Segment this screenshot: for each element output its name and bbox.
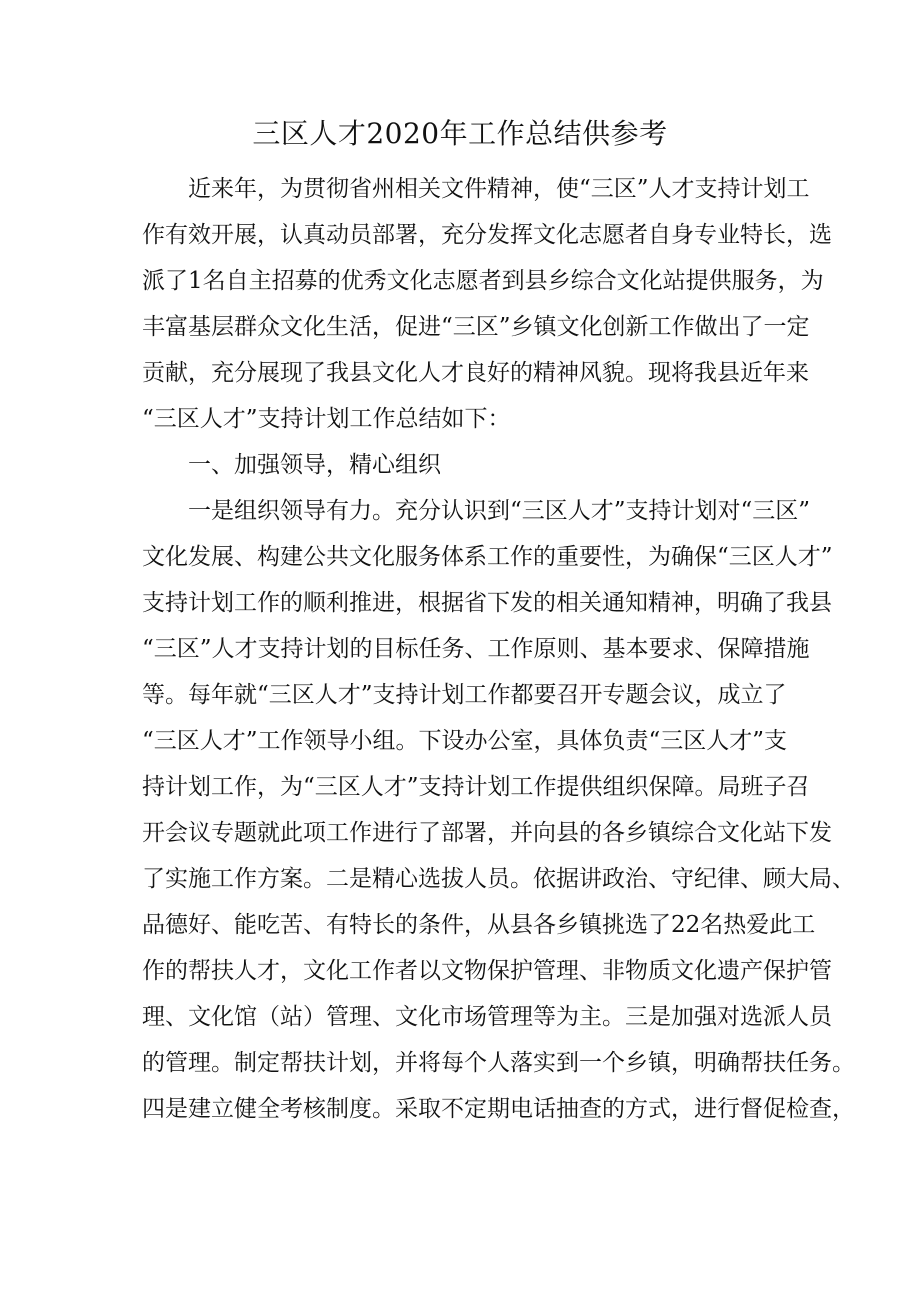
section-heading: 一、加强领导，精心组织	[188, 452, 441, 478]
document-body	[142, 166, 855, 1132]
document-title: 三区人才2020年工作总结供参考	[252, 117, 668, 150]
paragraph-line: 丰富基层群众文化生活，促进“三区”乡镇文化创新工作做出了一定	[142, 314, 810, 340]
paragraph-line: 近来年，为贯彻省州相关文件精神，使“三区”人才支持计划工	[188, 176, 810, 202]
paragraph-line: 文化发展、构建公共文化服务体系工作的重要性，为确保“三区人才”	[142, 544, 833, 570]
paragraph-line: 贡献，充分展现了我县文化人才良好的精神风貌。现将我县近年来	[142, 360, 809, 386]
paragraph-line: 的管理。制定帮扶计划，并将每个人落实到一个乡镇，明确帮扶任务。	[142, 1050, 855, 1076]
paragraph-line: 作的帮扶人才，文化工作者以文物保护管理、非物质文化遗产保护管	[142, 958, 832, 984]
paragraph-line: “三区人才”支持计划工作总结如下：	[142, 406, 511, 432]
paragraph-line: 理、文化馆（站）管理、文化市场管理等为主。三是加强对选派人员	[142, 1004, 832, 1030]
paragraph-line: 了实施工作方案。二是精心选拔人员。依据讲政治、守纪律、顾大局、	[142, 866, 855, 892]
paragraph-line: 派了1名自主招募的优秀文化志愿者到县乡综合文化站提供服务，为	[142, 268, 824, 294]
paragraph-line: 等。每年就“三区人才”支持计划工作都要召开专题会议，成立了	[142, 682, 787, 708]
paragraph-line: 四是建立健全考核制度。采取不定期电话抽查的方式，进行督促检查，	[142, 1096, 855, 1122]
paragraph-line: “三区”人才支持计划的目标任务、工作原则、基本要求、保障措施	[142, 636, 810, 662]
paragraph-line: 开会议专题就此项工作进行了部署，并向县的各乡镇综合文化站下发	[142, 820, 832, 846]
paragraph-line: 持计划工作，为“三区人才”支持计划工作提供组织保障。局班子召	[142, 774, 810, 800]
paragraph-line: 作有效开展，认真动员部署，充分发挥文化志愿者自身专业特长，选	[142, 222, 832, 248]
paragraph-line: 一是组织领导有力。充分认识到“三区人才”支持计划对“三区”	[188, 498, 811, 524]
paragraph-line: “三区人才”工作领导小组。下设办公室，具体负责“三区人才”支	[142, 728, 788, 754]
paragraph-line: 品德好、能吃苦、有特长的条件，从县各乡镇挑选了22名热爱此工	[142, 912, 816, 938]
paragraph-line: 支持计划工作的顺利推进，根据省下发的相关通知精神，明确了我县	[142, 590, 832, 616]
